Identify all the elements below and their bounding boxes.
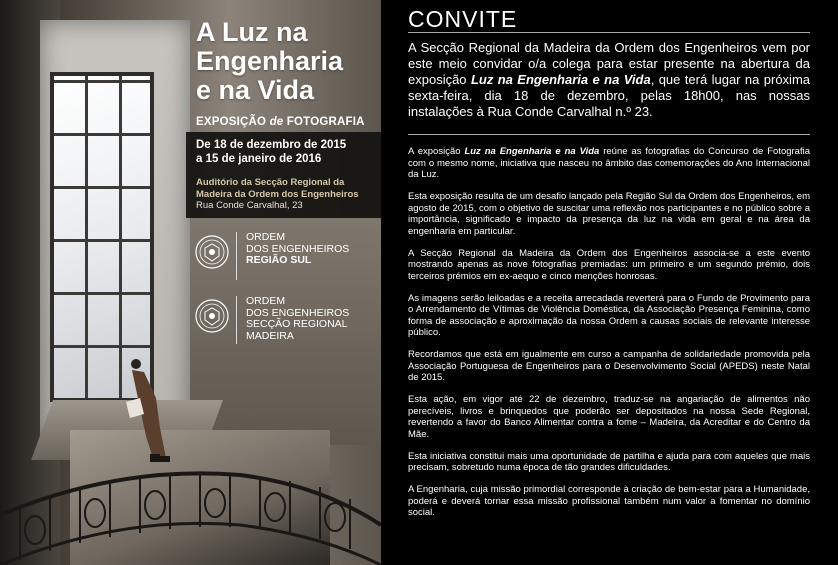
paragraph-4: As imagens serão leiloadas e a receita arrecadada reverterá para o Fundo de Provimento para o Arrendamento de Vítimas de Violência Doméstica, da Associação Presença Feminina, como forma de associação e aproximação da nossa Ordem a causas sociais de relevante interesse público. [408,292,810,338]
paragraph-6: Esta ação, em vigor até 22 de dezembro, traduz-se na angariação de alimentos não perecíveis, livros e brinquedos que poderão ser depositados na nossa Sede Regional, revertendo a favor do Banco Alimentar contra a fome – Madeira, da Acreditar e do Centro da Mãe. [408,394,810,440]
paragraph-1 [408,146,810,181]
poster-title-line-2: Engenharia [196,46,344,76]
poster-title-line-1: A Luz na [196,17,308,47]
intro-part-b: , que terá lugar na próxima sexta-feira, dia 18 de dezembro, pelas 18h00, nas nossas instalações à Rua Conde Carvalhal n.º 23. [408,72,811,119]
poster-title [196,18,343,105]
date-line-2: a 15 de janeiro de 2016 [196,153,322,165]
intro-part-a: A Secção Regional da Madeira da Ordem dos Engenheiros vem por este meio convidar o/a colega para estar presente na abertura da exposição [408,40,810,87]
invitation-heading: CONVITE [408,6,518,32]
subtitle-part-a: EXPOSIÇÃO [196,116,270,128]
invitation-intro [408,40,810,120]
exhibition-venue [196,177,359,200]
poster-title-line-3: e na Vida [196,75,315,105]
ordem-engenheiros-madeira-logo [192,294,381,348]
p1-part-a: A exposição [408,146,465,157]
venue-line-2: Madeira da Ordem dos Engenheiros [196,188,359,200]
exhibition-poster [0,0,381,565]
paragraph-3: A Secção Regional da Madeira da Ordem dos Engenheiros associa-se a este evento mostrando apenas as nove fotografias premiadas: um primeiro e um segundo prémio, dois terceiros prémios em ex-aequo e cinco menções honrosas. [408,247,810,282]
heading-divider [408,32,810,33]
paragraph-8: A Engenharia, cuja missão primordial corresponde à criação de bem-estar para a Humanidade, poderá e deverá tornar essa missão profissional também num valor a fomentar no domínio social. [408,484,810,518]
logo-separator [236,232,237,280]
logo-text [246,232,349,267]
venue-line-1: Auditório da Secção Regional da [196,177,345,188]
logo-line-1: ORDEM [246,231,286,243]
stairwell-window [50,72,154,402]
poster-subtitle [196,116,365,128]
reading-man-figure [126,358,182,466]
subtitle-part-c: FOTOGRAFIA [283,116,365,128]
date-line-1: De 18 de dezembro de 2015 [196,139,347,151]
logo-region: REGIÃO SUL [246,254,312,266]
logo-line-3 [246,255,349,267]
paragraph-2: Esta exposição resulta de um desafio lançado pela Região Sul da Ordem dos Engenheiros, em agosto de 2015, com o objetivo de suscitar uma reflexão nos participantes e no público sobre a importância, significado e impacto da presença da luz na vida em geral e na área da engenharia em particular. [408,191,810,237]
exhibition-info-box [186,132,381,218]
subtitle-part-b: de [269,116,284,128]
logo-text [246,296,349,342]
intro-divider [408,134,810,135]
intro-exhibition-title: Luz na Engenharia e na Vida [470,72,651,87]
logo-line-3: SECÇÃO REGIONAL [246,318,348,330]
p1-exhibition-title: Luz na Engenharia e na Vida [464,146,600,157]
p1-part-b: reúne as fotografias do Concurso de Fotografia com o mesmo nome, iniciativa que nasceu no âmbito das comemorações do Ano Internacional da Luz. [408,146,810,180]
exhibition-dates [196,138,346,166]
logo-line-1: ORDEM [246,295,286,307]
logo-line-2: DOS ENGENHEIROS [246,242,350,255]
ordem-seal-icon [194,298,230,334]
paragraph-5: Recordamos que está em igualmente em curso a campanha de solidariedade promovida pela Associação Portuguesa de Engenheiros para o Desenvolvimento Social (APEDS) neste Natal de 2015. [408,349,810,383]
invitation-body [408,146,810,529]
staircase-railing [0,455,381,565]
paragraph-7: Esta iniciativa constitui mais uma oportunidade de partilha e ajuda para com aqueles que mais precisam, sobretudo numa época de tão grandes dificuldades. [408,450,810,473]
venue-address: Rua Conde Carvalhal, 23 [196,200,303,211]
ordem-engenheiros-regiao-sul-logo [192,230,381,284]
ordem-seal-icon [194,234,230,270]
logo-line-2: DOS ENGENHEIROS [246,306,350,319]
logo-separator [236,296,237,344]
logo-line-4: MADEIRA [246,329,294,342]
